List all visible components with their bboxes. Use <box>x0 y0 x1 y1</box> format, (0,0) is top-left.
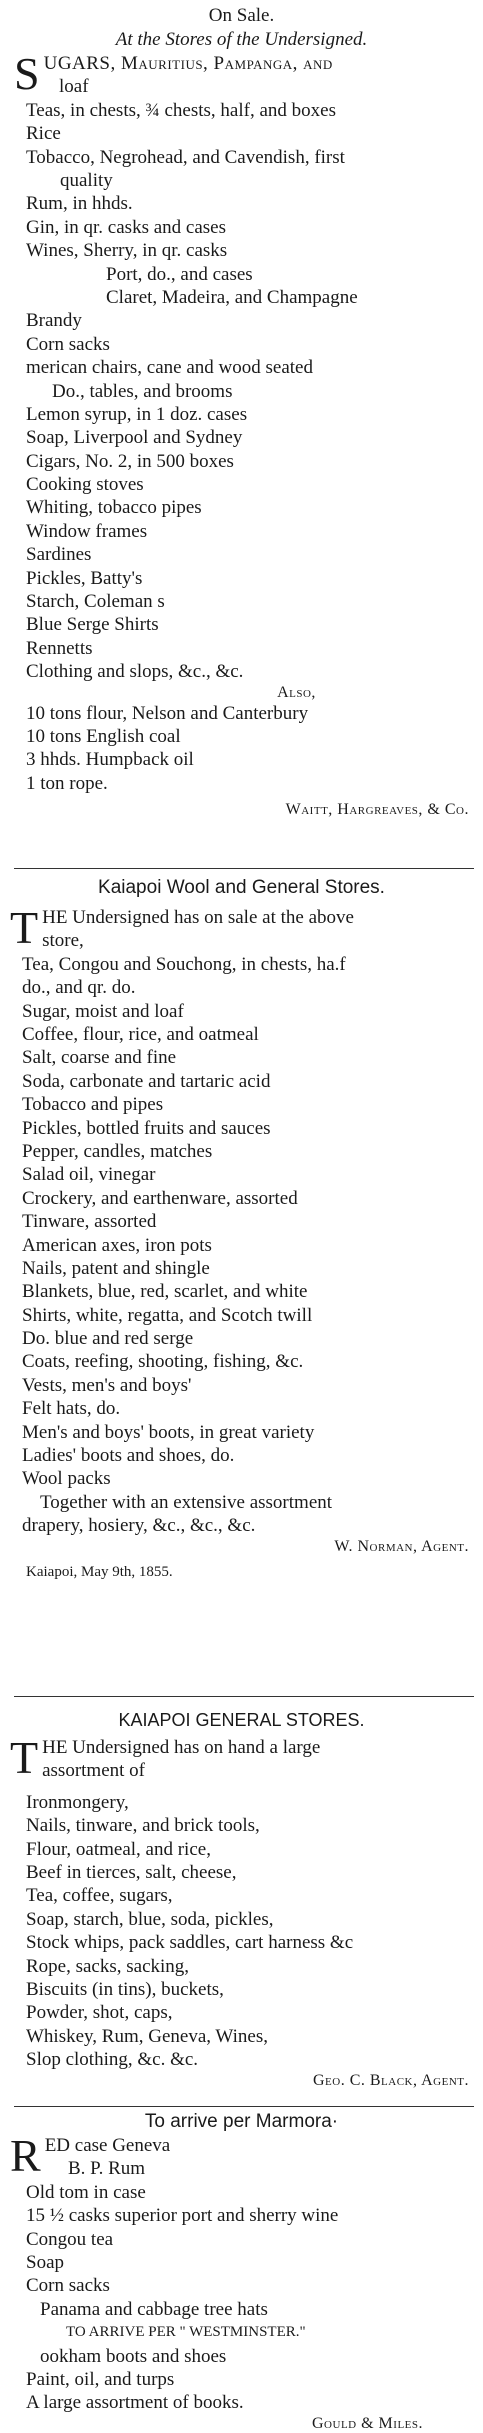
advertisement-marmora <box>0 2110 483 2433</box>
ad-title: On Sale. <box>208 5 275 26</box>
list-item: Soap, starch, blue, soda, pickles, <box>26 1908 274 1930</box>
list-item: Coats, reefing, shooting, fishing, &c. <box>22 1351 304 1373</box>
list-item: Port, do., and cases <box>106 263 253 285</box>
list-item: Flour, oatmeal, and rice, <box>26 1838 211 1860</box>
list-item: Tobacco, Negrohead, and Cavendish, first <box>26 146 345 168</box>
ad-subtitle: At the Stores of the Undersigned. <box>115 29 368 50</box>
list-item: Panama and cabbage tree hats <box>40 2298 268 2320</box>
list-item: Old tom in case <box>26 2181 146 2203</box>
list-item: Blue Serge Shirts <box>26 614 159 636</box>
drop-cap: R <box>10 2130 41 2181</box>
list-item: Corn sacks <box>26 2275 110 2297</box>
list-item: Shirts, white, regatta, and Scotch twill <box>22 1304 313 1326</box>
signature: W. Norman, Agent. <box>334 1537 469 1555</box>
list-item: Beef in tierces, salt, cheese, <box>26 1861 237 1883</box>
dateline: Kaiapoi, May 9th, 1855. <box>26 1563 173 1580</box>
list-item: Cigars, No. 2, in 500 boxes <box>26 450 234 472</box>
item-list <box>0 1791 483 2072</box>
list-item: Pickles, bottled fruits and sauces <box>22 1117 271 1139</box>
list-item: quality <box>60 169 113 191</box>
item-list <box>0 2181 483 2415</box>
ad-lead-paragraph <box>0 2130 483 2181</box>
item-list <box>0 99 483 684</box>
item-list <box>0 953 483 1538</box>
list-item: Pepper, candles, matches <box>22 1140 213 1162</box>
lead-line: HE Undersigned has on sale at the above <box>42 907 354 928</box>
list-item: Tea, coffee, sugars, <box>26 1885 173 1907</box>
drop-cap: S <box>14 48 40 99</box>
ad-title: To arrive per Marmora· <box>144 2111 339 2132</box>
list-item: Wines, Sherry, in qr. casks <box>26 240 228 262</box>
list-item: 15 ½ casks superior port and sherry wine <box>26 2205 339 2227</box>
list-item: Crockery, and earthenware, assorted <box>22 1187 298 1209</box>
list-item: Together with an extensive assortment <box>40 1491 333 1513</box>
list-item: Nails, tinware, and brick tools, <box>26 1815 260 1837</box>
list-item: Blankets, blue, red, scarlet, and white <box>22 1281 308 1303</box>
list-item: merican chairs, cane and wood seated <box>26 357 313 379</box>
divider <box>14 2106 474 2107</box>
divider <box>14 868 474 869</box>
list-item: Sugar, moist and loaf <box>22 1000 184 1022</box>
list-item: Slop clothing, &c. &c. <box>26 2049 199 2071</box>
list-item: Sardines <box>26 544 92 566</box>
list-item: Felt hats, do. <box>22 1398 121 1420</box>
lead-line: HE Undersigned has on hand a large <box>42 1737 321 1758</box>
list-item: Starch, Coleman s <box>26 591 165 613</box>
list-item: Claret, Madeira, and Champagne <box>106 286 358 308</box>
list-item: Paint, oil, and turps <box>26 2368 175 2390</box>
list-item: Biscuits (in tins), buckets, <box>26 1978 224 2000</box>
signature: Geo. C. Black, Agent. <box>312 2071 469 2089</box>
advertisement-kaiapoi-general <box>0 1708 483 2090</box>
list-item: Stock whips, pack saddles, cart harness &c <box>26 1932 354 1954</box>
list-item: 3 hhds. Humpback oil <box>26 749 194 771</box>
list-item: Rum, in hhds. <box>26 193 133 215</box>
ad-title: KAIAPOI GENERAL STORES. <box>118 1710 365 1730</box>
lead-line-continued: loaf <box>59 76 89 98</box>
divider <box>14 1696 474 1697</box>
list-item: Ladies' boots and shoes, do. <box>22 1445 235 1467</box>
signature: Gould & Miles. <box>312 2414 423 2432</box>
also-item-list <box>0 702 483 796</box>
ad-lead-paragraph <box>0 48 483 99</box>
also-label: Also, <box>277 683 316 701</box>
list-item: Soap <box>26 2251 64 2273</box>
list-item: Congou tea <box>26 2228 114 2250</box>
lead-line-continued: store, <box>42 930 84 952</box>
list-item: American axes, iron pots <box>22 1234 212 1256</box>
list-item: Whiting, tobacco pipes <box>26 497 202 519</box>
list-item: Rennetts <box>26 637 93 659</box>
drop-cap: T <box>10 902 39 953</box>
list-item: Brandy <box>26 310 82 332</box>
list-item: Lemon syrup, in 1 doz. cases <box>26 403 248 425</box>
list-item: Soap, Liverpool and Sydney <box>26 427 243 449</box>
list-item: Window frames <box>26 520 148 542</box>
list-item: Do., tables, and brooms <box>52 380 233 402</box>
list-item: Teas, in chests, ¾ chests, half, and boxes <box>26 99 336 121</box>
ad-lead-paragraph <box>0 1732 483 1783</box>
list-item: 10 tons English coal <box>26 725 181 747</box>
list-item: Wool packs <box>22 1468 111 1490</box>
list-item: Rice <box>26 123 61 145</box>
list-item: TO ARRIVE PER " WESTMINSTER." <box>66 2324 306 2341</box>
list-item: Pickles, Batty's <box>26 567 143 589</box>
signature: Waitt, Hargreaves, & Co. <box>285 801 469 819</box>
list-item: Tobacco and pipes <box>22 1094 164 1116</box>
list-item: Tea, Congou and Souchong, in chests, ha.f <box>22 953 346 975</box>
list-item: Soda, carbonate and tartaric acid <box>22 1070 271 1092</box>
lead-line: ED case Geneva <box>44 2135 171 2156</box>
advertisement-on-sale <box>0 4 483 819</box>
lead-line-continued: assortment of <box>42 1760 146 1782</box>
list-item: Rope, sacks, sacking, <box>26 1955 190 1977</box>
list-item: Gin, in qr. casks and cases <box>26 216 226 238</box>
list-item: Do. blue and red serge <box>22 1328 194 1350</box>
list-item: Vests, men's and boys' <box>22 1374 192 1396</box>
list-item: drapery, hosiery, &c., &c., &c. <box>22 1515 256 1537</box>
list-item: Coffee, flour, rice, and oatmeal <box>22 1023 259 1045</box>
list-item: Corn sacks <box>26 333 110 355</box>
list-item: Nails, patent and shingle <box>22 1257 210 1279</box>
list-item: Tinware, assorted <box>22 1211 157 1233</box>
list-item: Salt, coarse and fine <box>22 1047 177 1069</box>
advertisement-kaiapoi-wool <box>0 876 483 1581</box>
list-item: A large assortment of books. <box>26 2392 244 2414</box>
lead-line-continued: B. P. Rum <box>68 2158 146 2180</box>
list-item: Whiskey, Rum, Geneva, Wines, <box>26 2025 268 2047</box>
lead-line: UGARS, Mauritius, Pampanga, and <box>43 53 333 74</box>
list-item: Ironmongery, <box>26 1791 129 1813</box>
list-item: Men's and boys' boots, in great variety <box>22 1421 315 1443</box>
list-item: 10 tons flour, Nelson and Canterbury <box>26 702 309 724</box>
ad-lead-paragraph <box>0 902 483 953</box>
list-item: ookham boots and shoes <box>40 2345 227 2367</box>
list-item: Cooking stoves <box>26 474 144 496</box>
list-item: 1 ton rope. <box>26 772 108 794</box>
list-item: Clothing and slops, &c., &c. <box>26 661 244 683</box>
list-item: do., and qr. do. <box>22 977 136 999</box>
list-item: Salad oil, vinegar <box>22 1164 156 1186</box>
list-item: Powder, shot, caps, <box>26 2002 173 2024</box>
ad-title: Kaiapoi Wool and General Stores. <box>98 877 385 898</box>
drop-cap: T <box>10 1732 39 1783</box>
